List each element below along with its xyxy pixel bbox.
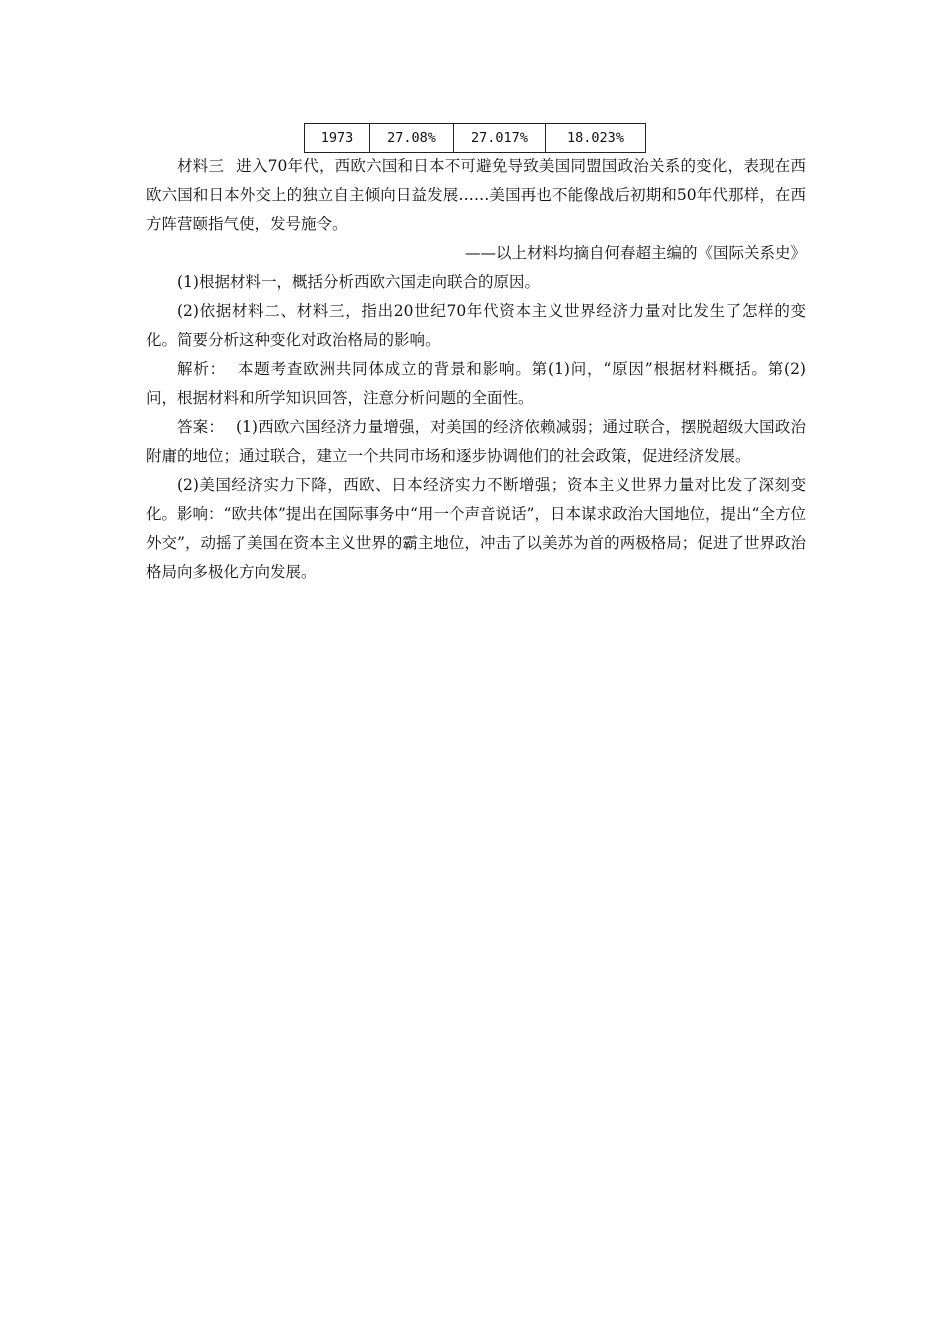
analysis-paragraph [146,355,806,413]
analysis-label: 解析： [177,360,226,378]
table-cell-year: 1973 [305,124,370,153]
document-body [146,152,806,587]
data-table [304,123,646,153]
table-cell: 18.023% [546,124,646,153]
question-2: (2)依据材料二、材料三，指出20世纪70年代资本主义世界经济力量对比发生了怎样的变化。简要分析这种变化对政治格局的影响。 [146,302,806,349]
material-3-paragraph [146,152,806,239]
answer-label: 答案： [177,418,224,436]
analysis-text: 本题考查欧洲共同体成立的背景和影响。第(1)问，“原因”根据材料概括。第(2)问，根据材料和所学知识回答，注意分析问题的全面性。 [146,360,806,407]
answer-paragraph [146,413,806,471]
source-citation: ——以上材料均摘自何春超主编的《国际关系史》 [464,244,806,262]
table-cell: 27.017% [454,124,546,153]
material-3-text: 进入70年代，西欧六国和日本不可避免导致美国同盟国政治关系的变化，表现在西欧六国和日本外交上的独立自主倾向日益发展……美国再也不能像战后初期和50年代那样，在西方阵营颐指气使，发号施令。 [146,157,806,233]
material-3-label: 材料三 [177,157,225,175]
table-row [305,124,646,153]
answer-part-2: (2)美国经济实力下降，西欧、日本经济实力不断增强；资本主义世界力量对比发了深刻变化。影响：“欧共体”提出在国际事务中“用一个声音说话”，日本谋求政治大国地位，提出“全方位外交”，动摇了美国在资本主义世界的霸主地位，冲击了以美苏为首的两极格局；促进了世界政治格局向多极化方向发展。 [146,476,806,581]
answer-part-1: (1)西欧六国经济力量增强，对美国的经济依赖减弱；通过联合，摆脱超级大国政治附庸的地位；通过联合，建立一个共同市场和逐步协调他们的社会政策，促进经济发展。 [146,418,806,465]
question-1: (1)根据材料一，概括分析西欧六国走向联合的原因。 [177,273,540,291]
table-cell: 27.08% [370,124,454,153]
